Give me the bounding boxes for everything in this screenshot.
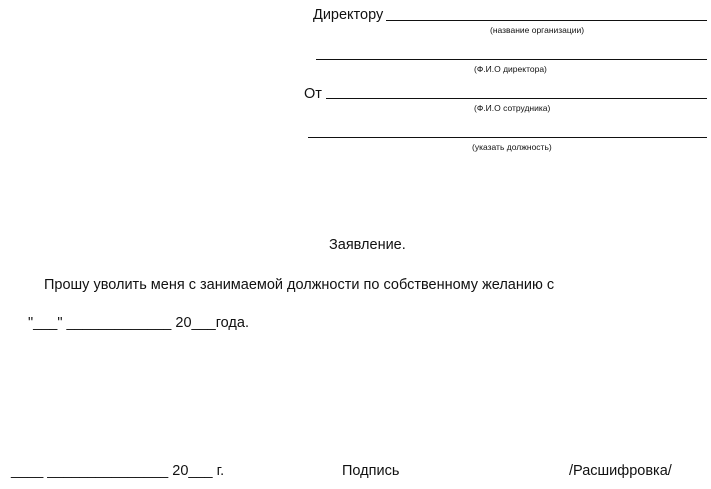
decryption-label: /Расшифровка/ — [569, 463, 672, 479]
to-director-label: Директору — [313, 7, 384, 23]
director-name-line — [316, 59, 707, 60]
position-caption: (указать должность) — [472, 142, 552, 152]
dismissal-date-line: "___" _____________ 20___года. — [28, 315, 249, 331]
document-title: Заявление. — [329, 237, 406, 253]
director-name-caption: (Ф.И.О директора) — [474, 64, 547, 74]
organization-line — [386, 20, 707, 21]
employee-name-line — [326, 98, 707, 99]
signing-date-line: ____ _______________ 20___ г. — [11, 463, 225, 479]
organization-caption: (название организации) — [490, 25, 585, 35]
request-text: Прошу уволить меня с занимаемой должности по собственному желанию с — [44, 277, 555, 293]
position-line — [308, 137, 707, 138]
employee-name-caption: (Ф.И.О сотрудника) — [474, 103, 551, 113]
signature-label: Подпись — [342, 463, 400, 479]
from-label: От — [304, 86, 322, 102]
